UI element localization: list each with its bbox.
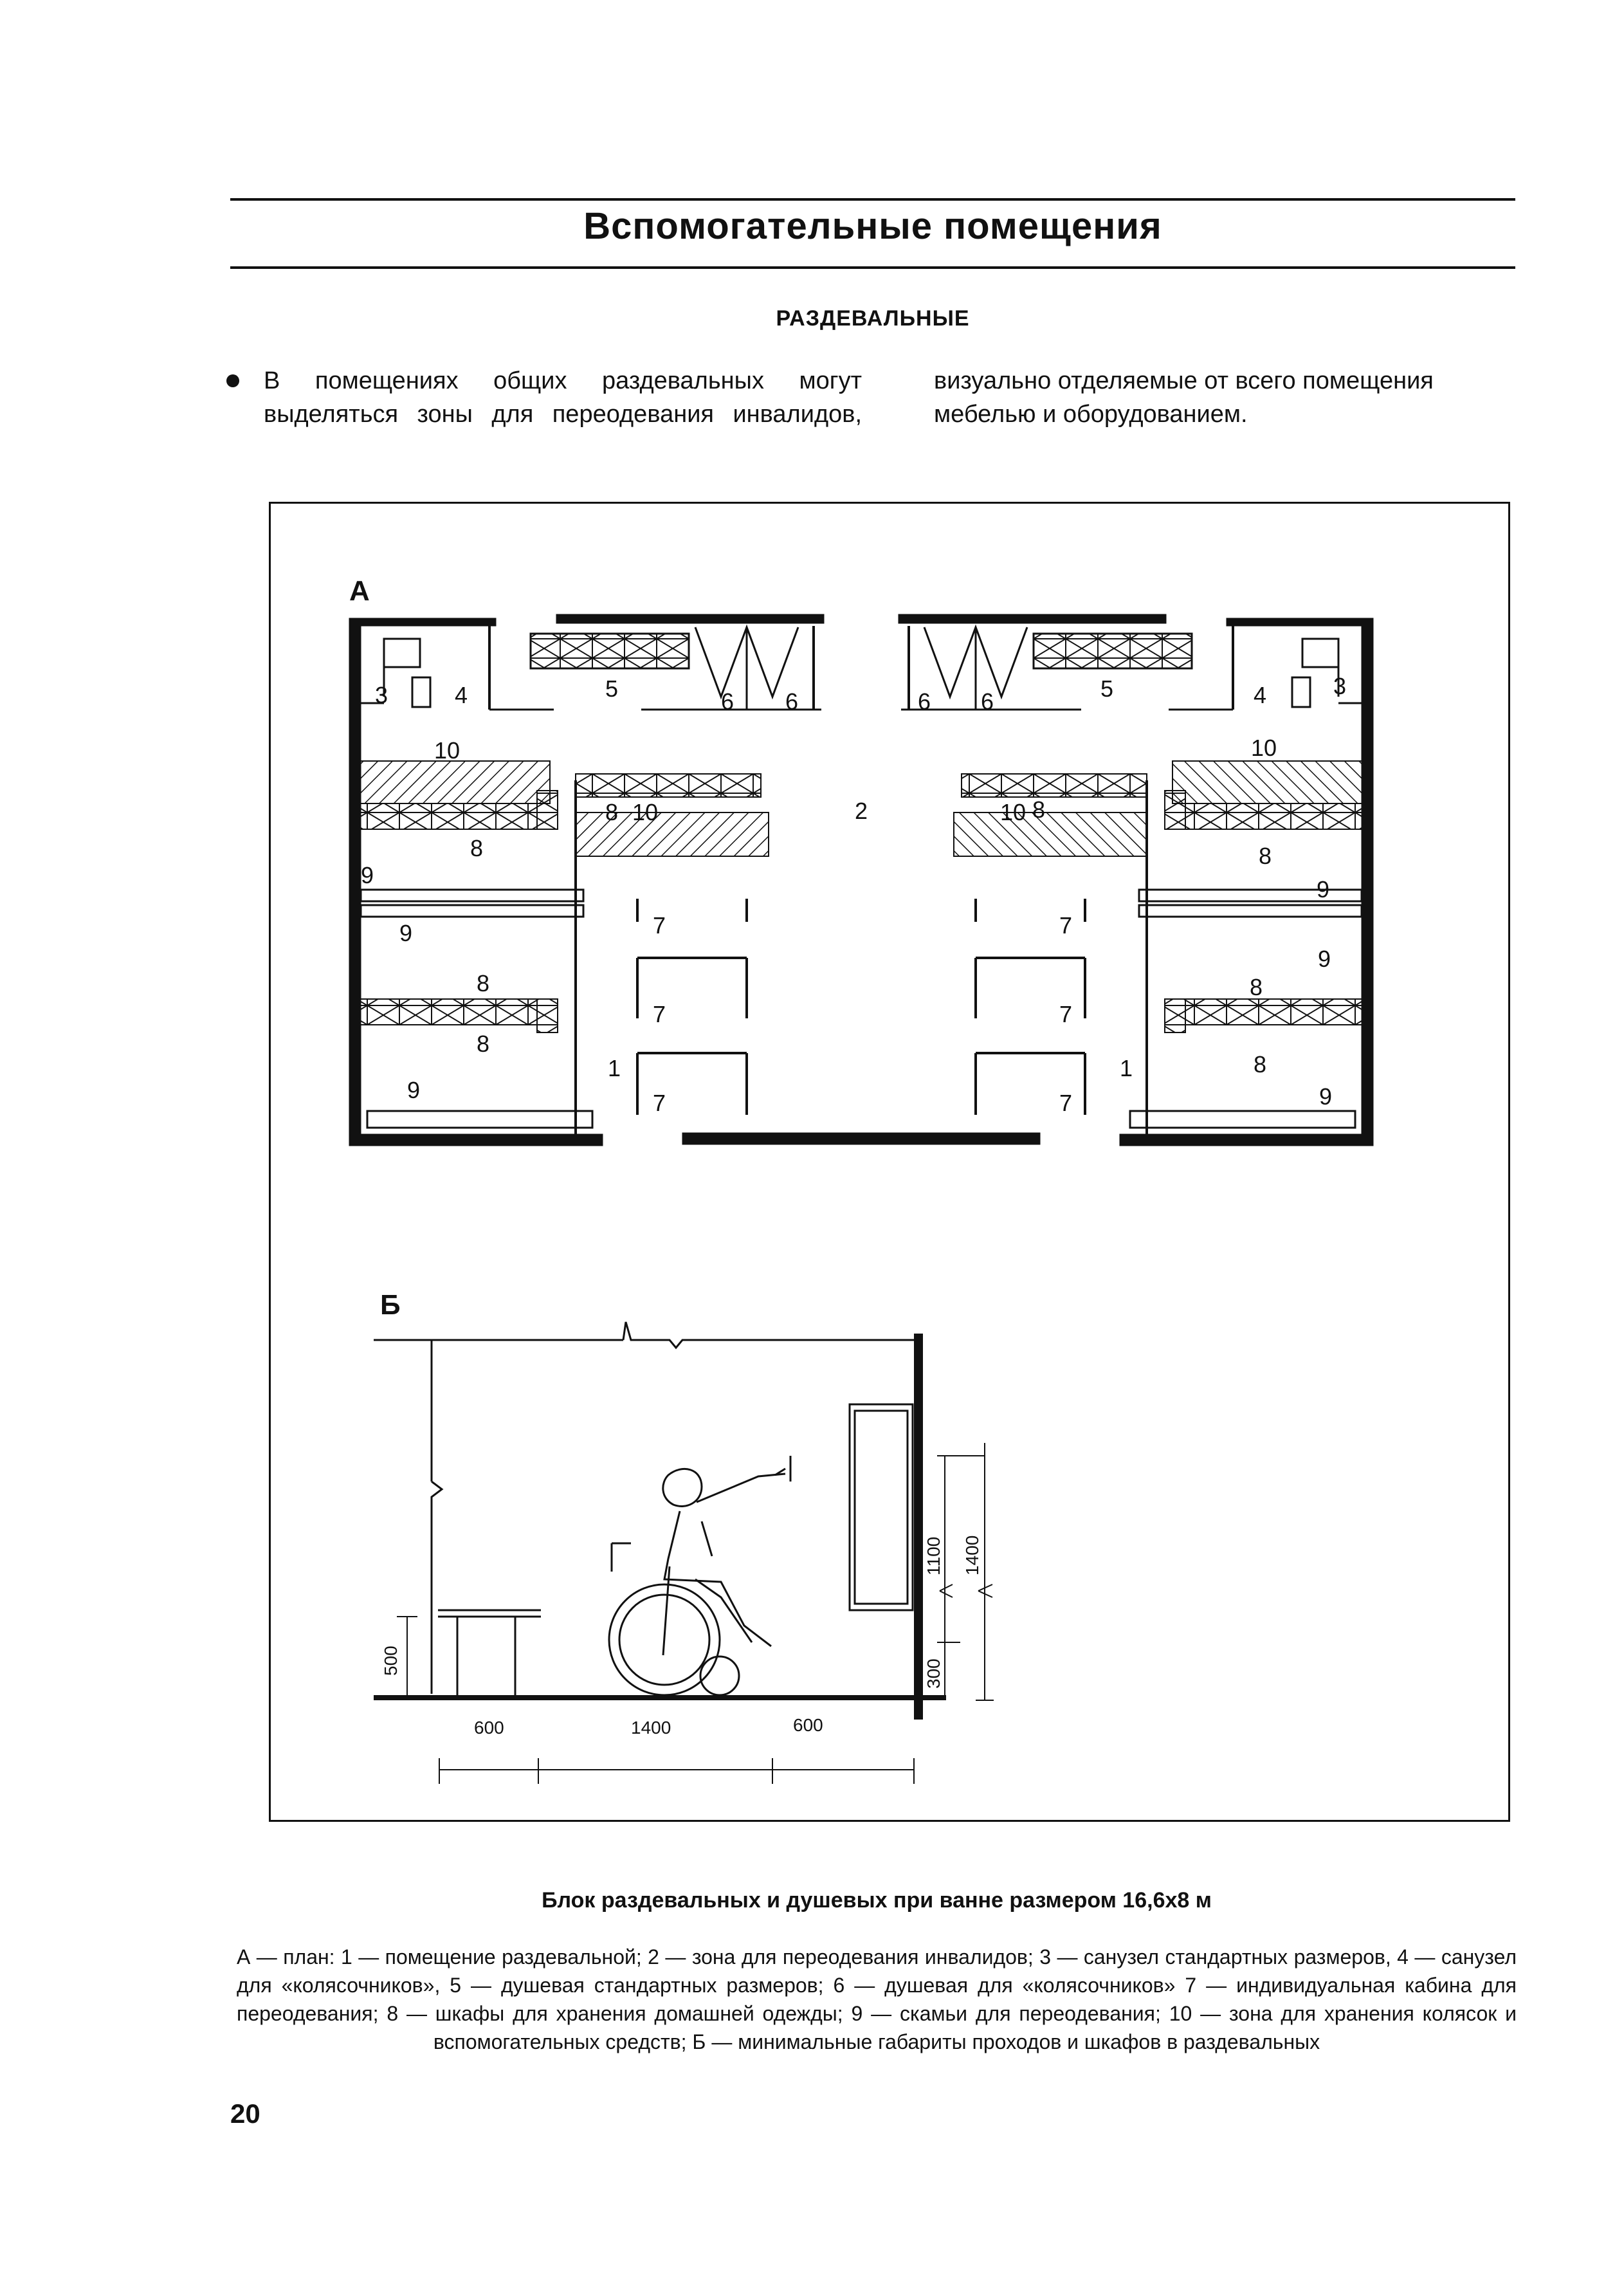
- label-4-right: 4: [1254, 682, 1267, 708]
- title-rule: [230, 266, 1515, 269]
- label-7-left-b: 7: [653, 1001, 666, 1027]
- plan-label: А: [349, 575, 370, 607]
- dim-1100: 1100: [924, 1536, 944, 1575]
- label-10-mid-right: 10: [1000, 799, 1026, 825]
- section-drawing: [374, 1322, 946, 1720]
- label-9-right-c: 9: [1319, 1083, 1333, 1110]
- figure-caption: Блок раздевальных и душевых при ванне размером 16,6х8 м: [542, 1888, 1212, 1913]
- label-9-left-c: 9: [407, 1077, 421, 1103]
- label-8-left-a: 8: [470, 835, 484, 861]
- page-title: Вспомогательные помещения: [583, 205, 1162, 247]
- figure-frame: [269, 502, 1510, 1822]
- dim-500: 500: [381, 1646, 401, 1676]
- label-5-left: 5: [605, 675, 619, 702]
- label-3-left: 3: [375, 682, 388, 708]
- label-10-mid-left: 10: [632, 799, 659, 825]
- top-rule: [230, 198, 1515, 201]
- label-7-right-b: 7: [1059, 1001, 1073, 1027]
- label-10-right: 10: [1251, 735, 1277, 761]
- label-6-left-b: 6: [785, 688, 799, 715]
- label-8-mid-left: 8: [605, 799, 619, 825]
- label-8-right-c: 8: [1254, 1051, 1267, 1078]
- section-title: РАЗДЕВАЛЬНЫЕ: [776, 306, 970, 331]
- label-6-right-a: 6: [918, 688, 931, 715]
- label-7-right-a: 7: [1059, 912, 1073, 939]
- page-number: 20: [230, 2098, 260, 2129]
- figure-drawing: [271, 504, 1508, 1820]
- label-7-left-c: 7: [653, 1090, 666, 1116]
- plan-number-labels: [361, 673, 1346, 1116]
- dim-1400-height: 1400: [962, 1535, 982, 1575]
- dim-600-left: 600: [474, 1718, 504, 1738]
- label-4-left: 4: [455, 682, 468, 708]
- label-2: 2: [855, 798, 868, 824]
- dim-1400-width: 1400: [631, 1718, 671, 1738]
- dim-300: 300: [924, 1658, 944, 1689]
- section-label: Б: [380, 1289, 401, 1321]
- label-7-left-a: 7: [653, 912, 666, 939]
- label-8-right-a: 8: [1259, 843, 1272, 869]
- label-8-right-b: 8: [1250, 974, 1263, 1000]
- label-5-right: 5: [1100, 675, 1114, 702]
- intro-text-left: В помещениях общих раздевальных могут выделяться зоны для переодевания инвалидов,: [264, 367, 862, 428]
- label-9-right-b: 9: [1318, 946, 1331, 972]
- label-1-left: 1: [608, 1055, 621, 1081]
- label-7-right-c: 7: [1059, 1090, 1073, 1116]
- label-8-left-c: 8: [477, 1031, 490, 1057]
- figure-legend: А — план: 1 — помещение раздевальной; 2 — зона для переодевания инвалидов; 3 — санузел стандартных размеров, 4 — санузел для «колясочников», 5 — душевая стандартных размеров; 6 — душевая для «колясочников» 7 — индивидуальная кабина для переодевания; 8 — шкафы для хранения домашней одежды; 9 — скамьи для переодевания; 10 — зона для хранения колясок и вспомогательных средств; Б — минимальные габариты проходов и шкафов в раздевальных: [237, 1945, 1517, 2053]
- intro-text-right: визуально отделяемые от всего помещения мебелью и оборудованием.: [934, 367, 1434, 428]
- label-9-left-b: 9: [399, 920, 413, 946]
- label-6-right-b: 6: [981, 688, 994, 715]
- label-6-left-a: 6: [721, 688, 734, 715]
- label-9-right-a: 9: [1317, 876, 1330, 903]
- label-10-left: 10: [434, 737, 461, 764]
- label-8-mid-right: 8: [1032, 796, 1046, 823]
- label-8-left-b: 8: [477, 970, 490, 996]
- label-3-right: 3: [1333, 673, 1347, 699]
- label-9-left-a: 9: [361, 862, 374, 888]
- label-1-right: 1: [1120, 1055, 1133, 1081]
- bullet-icon: [226, 374, 239, 387]
- section-dimension-labels: [381, 1536, 982, 1738]
- dim-600-right: 600: [793, 1715, 823, 1735]
